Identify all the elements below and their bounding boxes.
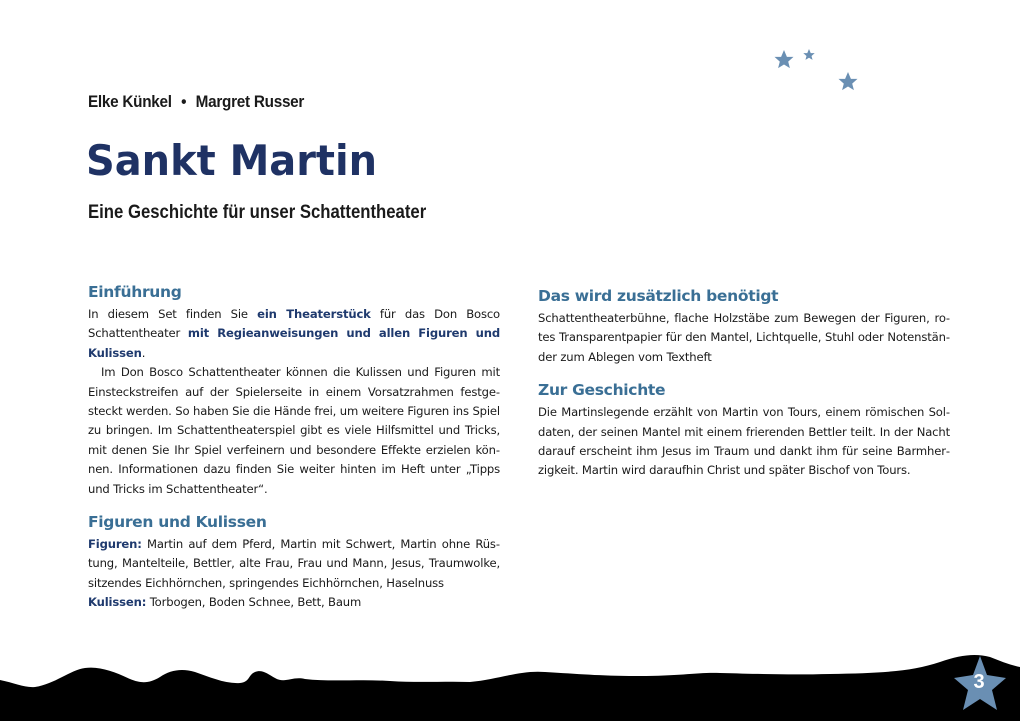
page-number: 3 [973,671,985,693]
section-heading: Figuren und Kulissen [88,513,267,532]
highlight: ein Theaterstück [257,307,371,321]
text: Martin auf dem Pferd, Martin mit Schwert, Martin ohne Rüstung, Mantelteile, Bettler, alte Frau, Frau und Mann, Jesus, Traumwolke, sitzendes Eichhörnchen, springendes Eichhörnchen, Haselnuss [88,537,500,590]
text: In diesem Set finden Sie [88,307,258,321]
page-subtitle: Eine Geschichte für unser Schattentheater [88,202,427,223]
label: Kulissen: [88,595,147,610]
story-text: Die Martinslegende erzählt von Martin von Tours, einem römischen Soldaten, der seinen Mantel mit einem frierenden Bettler teilt. In der Nacht darauf erscheint ihm Jesus im Traum und dankt ihm für seine Barmherzigkeit. Martin wird daraufhin Christ und später Bischof von Tours. [538,405,950,478]
text: Torbogen, Boden Schnee, Bett, Baum [146,595,362,610]
section-heading: Zur Geschichte [538,381,666,400]
text: . [141,345,146,360]
section-heading: Einführung [88,283,182,301]
needed-text: Schattentheaterbühne, flache Holzstäbe zum Bewegen der Figuren, rotes Transparentpapier für den Mantel, Lichtquelle, Stuhl oder Notenständer zum Ablegen vom Textheft [538,311,950,364]
intro-paragraph: Im Don Bosco Schattentheater können die Kulissen und Figuren mit Einsteckstreifen auf der Spielerseite in einem Vorsatzrahmen festgesteckt werden. So haben Sie die Hände frei, um weitere Figuren ins Spiel zu bringen. Im Schattentheaterspiel gibt es viele Hilfsmittel und Tricks, mit denen Sie Ihr Spiel verfeinern und besondere Effekte erzielen können. Informationen dazu finden Sie weiter hinten im Heft unter „Tipps und Tricks im Schattentheater“. [88,365,500,496]
highlight: mit Regieanweisungen und allen Figuren und Kulissen [88,326,501,360]
label: Figuren: [88,537,142,552]
page-title: Sankt Martin [86,136,378,185]
author-name: Margret Russer [195,92,305,111]
text: für das Don Bosco Schattentheater [88,307,501,341]
section-heading: Das wird zusätzlich benötigt [538,287,779,305]
author-separator: • [181,92,187,111]
author-name: Elke Künkel [88,92,172,111]
